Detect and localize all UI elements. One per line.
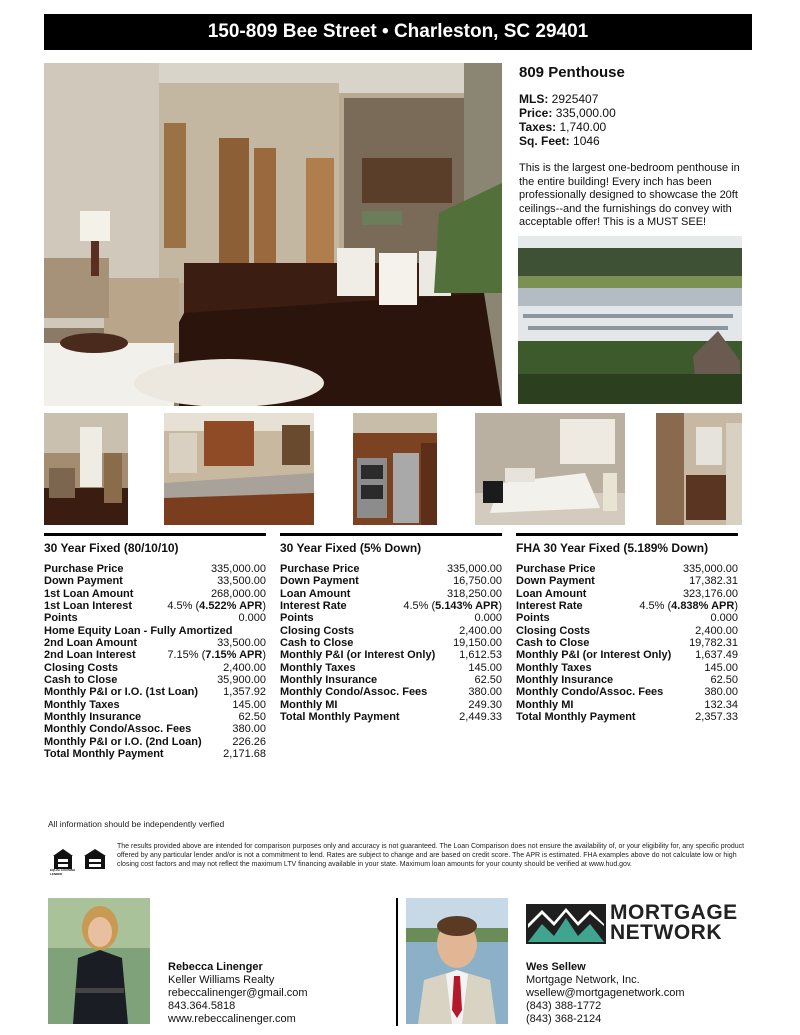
loan-row-label: Monthly P&I (or Interest Only) [516, 649, 672, 662]
loan-row-value [403, 600, 502, 612]
loan-row-label: Down Payment [516, 575, 595, 588]
loan-row [516, 699, 738, 711]
loan-row-value: 268,000.00 [210, 587, 266, 600]
listing-title: 809 Penthouse [519, 64, 625, 81]
loan-column-80-10-10 [44, 533, 266, 761]
mls-value: 2925407 [551, 92, 599, 106]
loan-heading: 30 Year Fixed (5% Down) [280, 533, 502, 563]
loan-row [280, 600, 502, 612]
apr-post: ) [498, 600, 502, 613]
legal-disclaimer: The results provided above are intended for comparison purposes only and accuracy is not guaranteed. The Loan Comparison does not ensure the availability of, or your eligibility for, any specific product offered by any particular lender and/or is not a commitment to lend. Rates are subject to change and are based on credit score. The APR is estimated. FHA examples above do not calculate low or high closing cost factors and may not reflect the maximum LTV financing available in your state. Maximum loan amounts for your county should be verified at www.hud.gov. [117, 843, 745, 869]
loan-row-label: Interest Rate [516, 600, 583, 613]
sqft-value: 1046 [573, 134, 600, 148]
apr-bold: 7.15% APR [205, 649, 263, 662]
apr-post: ) [734, 600, 738, 613]
loan-row [516, 674, 738, 686]
agent-email[interactable]: wsellew@mortgagenetwork.com [526, 987, 685, 999]
loan-row [280, 686, 502, 698]
loan-row-label: Monthly Condo/Assoc. Fees [516, 686, 664, 699]
loan-heading: 30 Year Fixed (80/10/10) [44, 533, 266, 563]
loan-row-label: Monthly Insurance [516, 674, 614, 687]
loan-row-label: Monthly Insurance [280, 674, 378, 687]
loan-row-label: Points [44, 612, 78, 625]
loan-row [516, 600, 738, 612]
apr-pre: 7.15% ( [167, 649, 206, 662]
loan-row-value: 145.00 [468, 661, 502, 674]
loan-row [516, 563, 738, 575]
thumbnail-living-room [44, 413, 128, 525]
loan-row [44, 625, 266, 637]
loan-row [280, 612, 502, 624]
thumbnail-bedroom [475, 413, 625, 525]
agent-info-rebecca [168, 961, 308, 1026]
thumbnail-bathroom [656, 413, 742, 525]
taxes-value: 1,740.00 [559, 120, 607, 134]
loan-row-label: Monthly P&I or I.O. (2nd Loan) [44, 735, 202, 748]
loan-row-value: 17,382.31 [689, 575, 738, 588]
loan-row [44, 575, 266, 587]
loan-row-value: 19,150.00 [453, 637, 502, 650]
loan-row-label: Monthly MI [280, 698, 338, 711]
loan-row [516, 575, 738, 587]
loan-row [516, 662, 738, 674]
loan-row [44, 649, 266, 661]
loan-row-value: 226.26 [232, 735, 266, 748]
loan-row-value: 1,637.49 [695, 649, 738, 662]
agent-divider [396, 898, 398, 1026]
apr-bold: 4.522% APR [199, 600, 263, 613]
loan-row-value [167, 649, 266, 661]
mortgage-network-logo-mark-icon [526, 902, 606, 944]
loan-row-label: Total Monthly Payment [280, 711, 400, 724]
loan-row [516, 625, 738, 637]
agent-phone: (843) 368-2124 [526, 1013, 602, 1025]
equal-housing-lender-icon [50, 846, 112, 876]
apr-post: ) [262, 649, 266, 662]
loan-row-value: 62.50 [238, 711, 266, 724]
apr-post: ) [262, 600, 266, 613]
loan-row [44, 674, 266, 686]
loan-row-label: Monthly Taxes [280, 661, 356, 674]
loan-row-label: Monthly P&I or I.O. (1st Loan) [44, 686, 198, 699]
agent-website[interactable]: www.rebeccalinenger.com [168, 1013, 296, 1025]
loan-row [516, 711, 738, 723]
loan-row [44, 736, 266, 748]
verify-note: All information should be independently verfied [48, 819, 225, 829]
loan-row-value: 132.34 [704, 698, 738, 711]
loan-row [516, 637, 738, 649]
loan-row [44, 699, 266, 711]
sqft-label: Sq. Feet: [519, 134, 570, 148]
equal-housing-lender-label: EQUAL HOUSING LENDER [50, 868, 76, 876]
loan-row [280, 563, 502, 575]
loan-row-value: 335,000.00 [210, 563, 266, 575]
loan-row [516, 612, 738, 624]
loan-row-label: Monthly Taxes [516, 661, 592, 674]
loan-rows [280, 563, 502, 723]
agent-photo-rebecca [48, 898, 150, 1024]
price-row [519, 106, 754, 120]
price-label: Price: [519, 106, 553, 120]
loan-row-label: Home Equity Loan - Fully Amortized [44, 624, 233, 637]
thumbnail-appliances [353, 413, 437, 525]
loan-row-value: 1,357.92 [223, 686, 266, 699]
loan-row [44, 711, 266, 723]
loan-row-value: 1,612.53 [459, 649, 502, 662]
loan-row-label: Points [516, 612, 550, 625]
loan-row-label: Interest Rate [280, 600, 347, 613]
loan-row-label: Cash to Close [516, 637, 590, 650]
agent-company: Keller Williams Realty [168, 974, 275, 986]
loan-row-value: 0.000 [474, 612, 502, 625]
loan-row-label: Closing Costs [280, 624, 354, 637]
agent-name: Wes Sellew [526, 961, 586, 973]
loan-rows [516, 563, 738, 723]
agent-name: Rebecca Linenger [168, 961, 263, 973]
loan-row [44, 748, 266, 760]
loan-row-value: 323,176.00 [682, 587, 738, 600]
loan-row-label: Monthly Condo/Assoc. Fees [44, 723, 192, 736]
listing-info [519, 66, 754, 230]
loan-row [44, 723, 266, 735]
loan-row-value: 2,400.00 [223, 661, 266, 674]
loan-row [280, 575, 502, 587]
loan-row [44, 600, 266, 612]
loan-row [516, 588, 738, 600]
loan-row-label: Purchase Price [44, 563, 124, 575]
loan-row-value: 249.30 [468, 698, 502, 711]
loan-row [280, 662, 502, 674]
thumbnail-kitchen [164, 413, 314, 525]
loan-row-label: Total Monthly Payment [516, 711, 636, 724]
loan-row-label: Monthly P&I (or Interest Only) [280, 649, 436, 662]
mls-row [519, 92, 754, 106]
loan-row-value: 2,449.33 [459, 711, 502, 724]
loan-row-value: 2,400.00 [459, 624, 502, 637]
loan-row-value: 2,400.00 [695, 624, 738, 637]
loan-row [280, 711, 502, 723]
loan-rows [44, 563, 266, 761]
loan-row-label: Closing Costs [44, 661, 118, 674]
agent-email[interactable]: rebeccalinenger@gmail.com [168, 987, 308, 999]
marina-photo [518, 236, 742, 404]
loan-row-value: 2,357.33 [695, 711, 738, 724]
loan-row-value: 0.000 [710, 612, 738, 625]
agent-phone: 843.364.5818 [168, 1000, 236, 1012]
loan-row-label: Down Payment [280, 575, 359, 588]
logo-line2: NETWORK [610, 921, 722, 944]
logo-line1: MORTGAGE [610, 901, 738, 924]
loan-row [280, 637, 502, 649]
loan-row-value: 380.00 [468, 686, 502, 699]
loan-row [280, 625, 502, 637]
loan-row [280, 649, 502, 661]
loan-row-value: 62.50 [710, 674, 738, 687]
price-value: 335,000.00 [555, 106, 616, 120]
loan-row-label: Loan Amount [280, 587, 351, 600]
taxes-row [519, 120, 754, 134]
loan-row-value [167, 600, 266, 612]
agent-phone: (843) 388-1772 [526, 1000, 602, 1012]
loan-row-label: Total Monthly Payment [44, 748, 164, 761]
loan-row-label: Monthly Taxes [44, 698, 120, 711]
loan-row-label: Closing Costs [516, 624, 590, 637]
loan-row-value: 33,500.00 [217, 575, 266, 588]
agent-photo-wes [406, 898, 508, 1024]
loan-row-value: 380.00 [232, 723, 266, 736]
loan-row-label: Points [280, 612, 314, 625]
loan-row-value: 380.00 [704, 686, 738, 699]
apr-pre: 4.5% ( [167, 600, 200, 613]
loan-row-label: 2nd Loan Amount [44, 637, 138, 650]
loan-row [280, 674, 502, 686]
loan-row [44, 686, 266, 698]
mls-label: MLS: [519, 92, 549, 106]
mortgage-network-logo [526, 902, 752, 944]
loan-row-label: 1st Loan Amount [44, 587, 134, 600]
loan-column-fha [516, 533, 738, 723]
loan-row [44, 637, 266, 649]
loan-row-value: 145.00 [232, 698, 266, 711]
loan-row-value: 318,250.00 [446, 587, 502, 600]
loan-row-label: Purchase Price [516, 563, 596, 575]
loan-row-value: 16,750.00 [453, 575, 502, 588]
agent-info-wes [526, 961, 685, 1026]
loan-row-value: 335,000.00 [446, 563, 502, 575]
loan-row [280, 588, 502, 600]
loan-row [280, 699, 502, 711]
loan-row-value: 0.000 [238, 612, 266, 625]
loan-row-value: 33,500.00 [217, 637, 266, 650]
apr-pre: 4.5% ( [403, 600, 436, 613]
loan-heading: FHA 30 Year Fixed (5.189% Down) [516, 533, 738, 563]
loan-row-label: Cash to Close [44, 674, 118, 687]
loan-row-label: Monthly MI [516, 698, 574, 711]
main-interior-photo [44, 63, 502, 406]
apr-pre: 4.5% ( [639, 600, 672, 613]
loan-row-value: 62.50 [474, 674, 502, 687]
loan-row-value [639, 600, 738, 612]
loan-row-label: Loan Amount [516, 587, 587, 600]
loan-row [516, 649, 738, 661]
loan-row-label: Monthly Insurance [44, 711, 142, 724]
loan-row [44, 662, 266, 674]
address-header: 150-809 Bee Street • Charleston, SC 29401 [44, 14, 752, 50]
loan-row-label: Purchase Price [280, 563, 360, 575]
loan-row-value: 335,000.00 [682, 563, 738, 575]
apr-bold: 5.143% APR [435, 600, 499, 613]
loan-row [44, 612, 266, 624]
loan-column-5-down [280, 533, 502, 723]
loan-row-value: 2,171.68 [223, 748, 266, 761]
apr-bold: 4.838% APR [671, 600, 735, 613]
loan-row-label: 2nd Loan Interest [44, 649, 136, 662]
loan-row-label: Cash to Close [280, 637, 354, 650]
loan-row-value: 145.00 [704, 661, 738, 674]
loan-row-value: 19,782.31 [689, 637, 738, 650]
loan-row [44, 563, 266, 575]
taxes-label: Taxes: [519, 120, 557, 134]
loan-row-value: 35,900.00 [217, 674, 266, 687]
loan-row-label: 1st Loan Interest [44, 600, 133, 613]
agent-company: Mortgage Network, Inc. [526, 974, 640, 986]
loan-row-label: Monthly Condo/Assoc. Fees [280, 686, 428, 699]
listing-description: This is the largest one-bedroom penthouse in the entire building! Every inch has been professionally designed to showcase the 20ft ceilings--and the furnishings do convey with acceptable offer! This is a MUST SEE! [519, 162, 740, 228]
loan-row [516, 686, 738, 698]
loan-row-label: Down Payment [44, 575, 123, 588]
sqft-row [519, 134, 754, 148]
loan-row [44, 588, 266, 600]
